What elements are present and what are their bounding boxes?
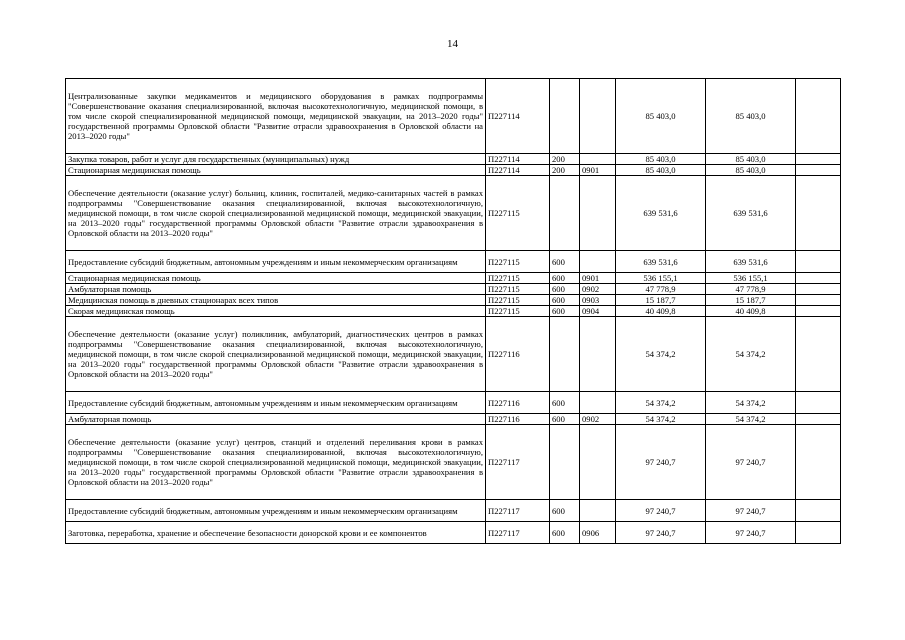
row-extra — [796, 165, 841, 176]
row-expense-type — [550, 425, 580, 500]
row-name: Стационарная медицинская помощь — [66, 273, 486, 284]
row-code: П227115 — [486, 273, 550, 284]
row-code: П227115 — [486, 295, 550, 306]
row-section — [580, 500, 616, 522]
row-section — [580, 176, 616, 251]
row-extra — [796, 500, 841, 522]
row-section: 0902 — [580, 414, 616, 425]
row-name: Заготовка, переработка, хранение и обеспечение безопасности донорской крови и ее компонентов — [66, 522, 486, 544]
row-sum-executed: 97 240,7 — [706, 500, 796, 522]
row-sum-approved: 85 403,0 — [616, 154, 706, 165]
row-sum-executed: 536 155,1 — [706, 273, 796, 284]
row-expense-type: 600 — [550, 306, 580, 317]
row-name: Скорая медицинская помощь — [66, 306, 486, 317]
row-sum-approved: 97 240,7 — [616, 500, 706, 522]
page-number: 14 — [447, 38, 458, 50]
row-expense-type: 200 — [550, 165, 580, 176]
table-row — [66, 295, 841, 306]
row-sum-approved: 639 531,6 — [616, 176, 706, 251]
row-section — [580, 425, 616, 500]
row-extra — [796, 284, 841, 295]
row-sum-approved: 54 374,2 — [616, 414, 706, 425]
row-expense-type: 600 — [550, 500, 580, 522]
row-section — [580, 79, 616, 154]
row-section — [580, 251, 616, 273]
row-sum-executed: 85 403,0 — [706, 79, 796, 154]
row-extra — [796, 176, 841, 251]
row-section — [580, 317, 616, 392]
table-row — [66, 500, 841, 522]
row-sum-approved: 97 240,7 — [616, 522, 706, 544]
row-code: П227115 — [486, 306, 550, 317]
row-sum-executed: 40 409,8 — [706, 306, 796, 317]
row-section: 0903 — [580, 295, 616, 306]
table-row — [66, 522, 841, 544]
row-code: П227117 — [486, 500, 550, 522]
row-name: Закупка товаров, работ и услуг для государственных (муниципальных) нужд — [66, 154, 486, 165]
row-sum-approved: 54 374,2 — [616, 392, 706, 414]
table-row — [66, 306, 841, 317]
row-name: Обеспечение деятельности (оказание услуг) поликлиник, амбулаторий, диагностических центров в рамках подпрограммы "Совершенствование оказания специализированной, включая высокотехнологичную, медицинской помощи, в том числе скорой специализированной медицинской помощи, медицинской эвакуации, на 2013–2020 годы" государственной программы Орловской области "Развитие отрасли здравоохранения в Орловской области на 2013–2020 годы" — [66, 317, 486, 392]
row-expense-type: 600 — [550, 295, 580, 306]
row-sum-approved: 15 187,7 — [616, 295, 706, 306]
row-code: П227115 — [486, 176, 550, 251]
table-row — [66, 251, 841, 273]
row-section: 0906 — [580, 522, 616, 544]
row-expense-type: 200 — [550, 154, 580, 165]
row-sum-executed: 54 374,2 — [706, 392, 796, 414]
row-extra — [796, 414, 841, 425]
row-section: 0902 — [580, 284, 616, 295]
table-row — [66, 392, 841, 414]
row-sum-approved: 97 240,7 — [616, 425, 706, 500]
row-code: П227116 — [486, 392, 550, 414]
row-section: 0901 — [580, 273, 616, 284]
row-name: Обеспечение деятельности (оказание услуг) центров, станций и отделений переливания крови в рамках подпрограммы "Совершенствование оказания специализированной, включая высокотехнологичную, медицинской помощи, в том числе скорой специализированной медицинской помощи, медицинской эвакуации, на 2013–2020 годы" государственной программы Орловской области "Развитие отрасли здравоохранения в Орловской области на 2013–2020 годы" — [66, 425, 486, 500]
row-extra — [796, 251, 841, 273]
row-sum-executed: 54 374,2 — [706, 317, 796, 392]
table-row — [66, 317, 841, 392]
row-sum-approved: 85 403,0 — [616, 165, 706, 176]
row-name: Амбулаторная помощь — [66, 414, 486, 425]
row-name: Централизованные закупки медикаментов и медицинского оборудования в рамках подпрограммы "Совершенствование оказания специализированной, включая высокотехнологичную, медицинской помощи, в том числе скорой специализированной медицинской помощи, медицинской эвакуации, на 2013–2020 годы" государственной программы Орловской области "Развитие отрасли здравоохранения в Орловской области на 2013–2020 годы" — [66, 79, 486, 154]
row-sum-executed: 85 403,0 — [706, 165, 796, 176]
row-sum-executed: 15 187,7 — [706, 295, 796, 306]
row-code: П227114 — [486, 79, 550, 154]
row-extra — [796, 317, 841, 392]
row-name: Обеспечение деятельности (оказание услуг) больниц, клиник, госпиталей, медико-санитарных частей в рамках подпрограммы "Совершенствование оказания специализированной, включая высокотехнологичную, медицинской помощи, в том числе скорой специализированной медицинской помощи, медицинской эвакуации, на 2013–2020 годы" государственной программы Орловской области "Развитие отрасли здравоохранения в Орловской области на 2013–2020 годы" — [66, 176, 486, 251]
row-expense-type: 600 — [550, 284, 580, 295]
row-name: Стационарная медицинская помощь — [66, 165, 486, 176]
row-section: 0901 — [580, 165, 616, 176]
row-expense-type — [550, 79, 580, 154]
row-expense-type: 600 — [550, 414, 580, 425]
row-expense-type — [550, 317, 580, 392]
row-code: П227116 — [486, 414, 550, 425]
row-sum-approved: 536 155,1 — [616, 273, 706, 284]
row-expense-type: 600 — [550, 251, 580, 273]
row-sum-approved: 47 778,9 — [616, 284, 706, 295]
row-name: Предоставление субсидий бюджетным, автономным учреждениям и иным некоммерческим организациям — [66, 392, 486, 414]
row-sum-executed: 97 240,7 — [706, 522, 796, 544]
row-extra — [796, 154, 841, 165]
budget-table — [65, 78, 841, 544]
row-code: П227115 — [486, 284, 550, 295]
table-row — [66, 79, 841, 154]
row-extra — [796, 425, 841, 500]
table-row — [66, 273, 841, 284]
row-name: Медицинская помощь в дневных стационарах всех типов — [66, 295, 486, 306]
table-row — [66, 284, 841, 295]
row-section: 0904 — [580, 306, 616, 317]
row-sum-executed: 47 778,9 — [706, 284, 796, 295]
row-code: П227115 — [486, 251, 550, 273]
row-expense-type — [550, 176, 580, 251]
row-extra — [796, 295, 841, 306]
row-sum-executed: 639 531,6 — [706, 251, 796, 273]
row-section — [580, 392, 616, 414]
row-name: Предоставление субсидий бюджетным, автономным учреждениям и иным некоммерческим организациям — [66, 500, 486, 522]
row-sum-executed: 85 403,0 — [706, 154, 796, 165]
row-extra — [796, 522, 841, 544]
row-code: П227114 — [486, 154, 550, 165]
row-sum-approved: 54 374,2 — [616, 317, 706, 392]
row-extra — [796, 392, 841, 414]
row-code: П227114 — [486, 165, 550, 176]
row-expense-type: 600 — [550, 392, 580, 414]
row-sum-approved: 639 531,6 — [616, 251, 706, 273]
row-sum-approved: 40 409,8 — [616, 306, 706, 317]
row-extra — [796, 306, 841, 317]
row-extra — [796, 273, 841, 284]
row-name: Амбулаторная помощь — [66, 284, 486, 295]
row-sum-executed: 54 374,2 — [706, 414, 796, 425]
row-sum-executed: 97 240,7 — [706, 425, 796, 500]
table-row — [66, 176, 841, 251]
row-code: П227117 — [486, 522, 550, 544]
row-sum-approved: 85 403,0 — [616, 79, 706, 154]
row-sum-executed: 639 531,6 — [706, 176, 796, 251]
row-code: П227116 — [486, 317, 550, 392]
row-code: П227117 — [486, 425, 550, 500]
row-extra — [796, 79, 841, 154]
row-section — [580, 154, 616, 165]
table-row — [66, 414, 841, 425]
table-row — [66, 165, 841, 176]
table-row — [66, 425, 841, 500]
table-row — [66, 154, 841, 165]
row-expense-type: 600 — [550, 273, 580, 284]
row-expense-type: 600 — [550, 522, 580, 544]
row-name: Предоставление субсидий бюджетным, автономным учреждениям и иным некоммерческим организациям — [66, 251, 486, 273]
